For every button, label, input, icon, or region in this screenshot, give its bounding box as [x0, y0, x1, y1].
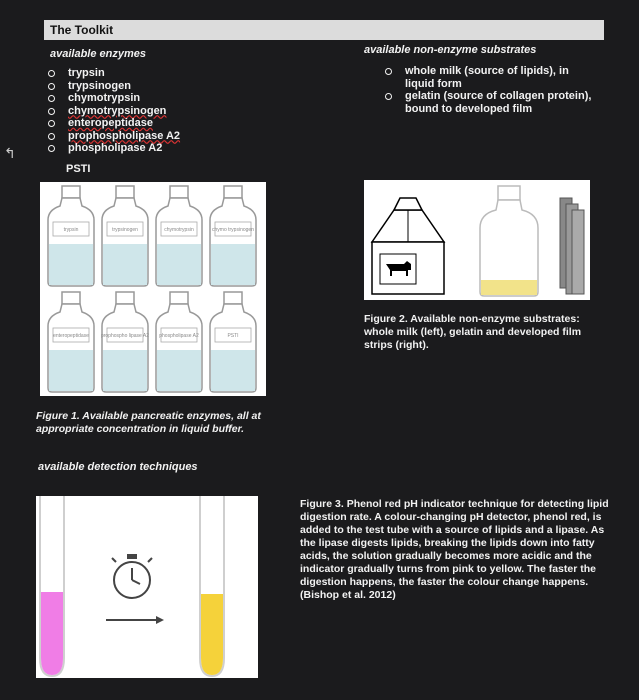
yellow-test-tube	[200, 496, 224, 676]
enzymes-heading: available enzymes	[50, 48, 147, 60]
enzyme-bottle	[156, 292, 202, 392]
gelatin-jar-icon	[480, 186, 538, 296]
list-item: trypsin	[46, 67, 246, 80]
list-item: gelatin (source of collagen protein), bound to developed film	[383, 90, 593, 115]
list-item: enteropeptidase	[46, 117, 246, 130]
figure3-panel	[36, 496, 258, 678]
list-item: trypsinogen	[46, 80, 246, 93]
bottle-label-text: chymotrypsin	[164, 227, 194, 233]
bottle-label-text: trypsin	[63, 227, 79, 233]
figure2-panel	[364, 180, 590, 300]
enzyme-bottle	[101, 292, 149, 392]
enzyme-bottle	[48, 186, 94, 286]
stopwatch-icon	[112, 554, 152, 598]
side-arrow-icon: ↰	[4, 145, 16, 161]
list-item: prophospholipase A2	[46, 130, 246, 143]
bottle-label-text: chymo trypsinogen	[212, 227, 254, 233]
enzyme-bottle	[210, 292, 256, 392]
milk-carton-icon	[372, 198, 444, 294]
list-item: whole milk (source of lipids), in liquid form	[383, 65, 593, 90]
toolkit-title: The Toolkit	[44, 20, 604, 40]
detection-heading: available detection techniques	[38, 461, 198, 473]
enzyme-bottle	[156, 186, 202, 286]
enzyme-bottle	[210, 186, 256, 286]
psti-label: PSTI	[66, 163, 91, 175]
film-strips-icon	[560, 198, 584, 294]
list-item: phospholipase A2	[46, 142, 246, 155]
enzyme-bottle	[48, 292, 94, 392]
bottle-label-text: enteropeptidase	[53, 333, 89, 339]
enzyme-list	[46, 67, 246, 155]
pink-test-tube	[40, 496, 64, 676]
substrates-heading: available non-enzyme substrates	[364, 44, 537, 56]
bottle-label-text: phospholipase A2	[159, 333, 199, 339]
figure1-caption: Figure 1. Available pancreatic enzymes, all at appropriate concentration in liquid buffer.	[36, 410, 261, 435]
figure1-panel	[40, 182, 266, 396]
figure3-caption: Figure 3. Phenol red pH indicator technique for detecting lipid digestion rate. A colour-changing pH detector, phenol red, is added to the test tube with a source of lipids and a lipase. As the lipase digests lipids, breaking the lipids down into fatty acids, the solution gradually becomes more acidic and the indicator gradually turns from pink to yellow. The faster the digestion happens, the faster the colour change happens. (Bishop et al. 2012)	[300, 498, 609, 601]
bottle-label-text: PSTI	[227, 333, 239, 339]
figure2-caption: Figure 2. Available non-enzyme substrates: whole milk (left), gelatin and developed film strips (right).	[364, 313, 582, 351]
list-item: chymotrypsin	[46, 92, 246, 105]
arrow-right-icon	[106, 616, 164, 624]
substrate-list	[383, 65, 593, 115]
bottles-illustration	[40, 182, 266, 396]
enzyme-bottle	[102, 186, 148, 286]
list-item: chymotrypsinogen	[46, 105, 246, 118]
bottle-label-text: trypsinogen	[112, 227, 138, 233]
bottle-label-text: prophospho lipase A2	[100, 333, 150, 339]
